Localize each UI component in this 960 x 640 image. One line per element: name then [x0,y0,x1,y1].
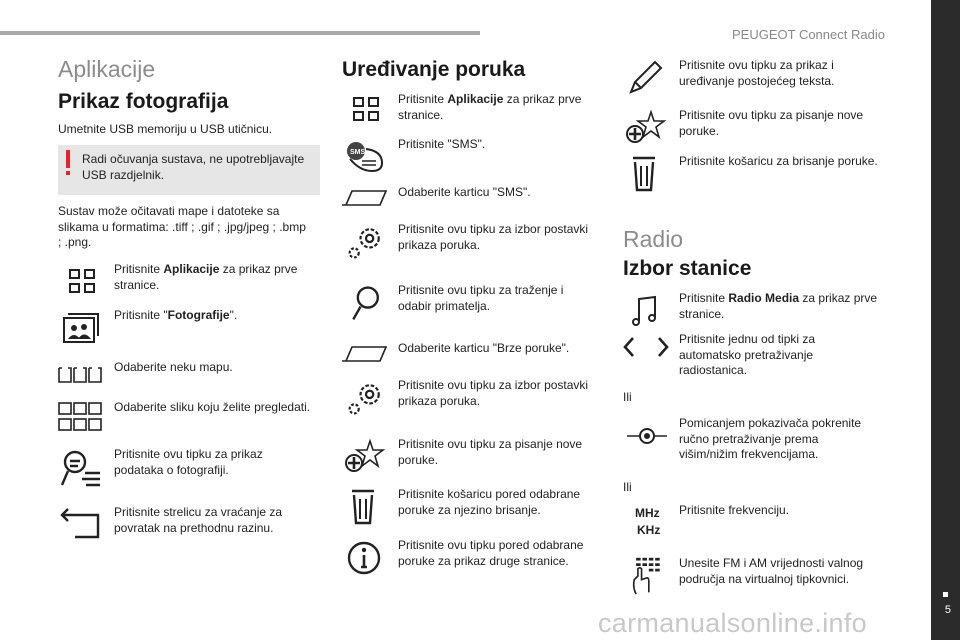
image-grid-icon [58,400,106,440]
photos-icon [58,308,106,348]
item-text: Pritisnite ovu tipku za prikaz i uređivanje postojećeg teksta. [679,58,835,88]
watermark: carmanualsonline.info [598,608,867,638]
item-text: Pritisnite frekvenciju. [679,503,790,517]
title-edit-messages: Uređivanje poruka [342,58,526,81]
or-label: Ili [623,480,632,494]
item-text: Pritisnite ovu tipku za pisanje nove poruke. [679,108,864,138]
warning-icon [66,150,70,168]
khz-label: KHz [637,523,661,537]
item-text: Pritisnite "Fotografije". [114,308,238,322]
item-text: Pritisnite Radio Media za prikaz prve stranice. [679,291,878,321]
item-text: Pritisnite strelicu za vraćanje za povratak na prethodnu razinu. [114,505,283,535]
trash-icon [342,487,390,527]
warning-icon-dot [66,171,70,175]
item-text: Pritisnite ovu tipku za izbor postavki prikaza poruka. [398,222,589,252]
section-title-radio: Radio [623,226,684,252]
back-arrow-icon [58,505,106,545]
subtitle-photos: Prikaz fotografija [58,90,229,113]
search-icon [342,283,390,323]
item-text: Pritisnite ovu tipku za pisanje nove poruke. [398,437,583,467]
search-details-icon [58,447,106,487]
item-text: Odaberite sliku koju želite pregledati. [114,400,311,414]
item-text: Pritisnite Aplikacije za prikaz prve stranice. [398,92,582,122]
keypad-icon [623,556,671,596]
intro-text: Umetnite USB memoriju u USB utičnicu. [58,122,273,136]
sms-icon [342,137,390,177]
new-star-icon [342,437,390,477]
section-title-applications: Aplikacije [58,56,156,82]
page-edge-strip [931,0,960,640]
pencil-icon [623,58,671,98]
item-text: Unesite FM i AM vrijednosti valnog područja na virtualnoj tipkovnici. [679,556,864,586]
page-number: 5 [944,604,951,616]
music-note-icon [623,291,671,331]
chevrons-icon [623,332,671,372]
new-star-icon [623,108,671,148]
tab-icon [342,341,390,381]
tab-icon [342,185,390,225]
mhz-khz-icon [623,503,671,543]
apps-grid-icon [342,92,390,132]
item-text: Pritisnite Aplikacije za prikaz prve stranice. [114,262,298,292]
item-text: Odaberite karticu "Brze poruke". [398,341,570,355]
page-marker [943,592,948,597]
item-text: Odaberite karticu "SMS". [398,185,531,199]
item-text: Pritisnite jednu od tipki za automatsko pretraživanje radiostanica. [679,332,816,377]
or-label: Ili [623,390,632,404]
info-icon [342,538,390,578]
folders-row-icon [58,360,106,400]
apps-grid-icon [58,262,106,302]
subtitle-station-select: Izbor stanice [623,257,752,280]
item-text: Pritisnite ovu tipku za prikaz podataka o fotografiji. [114,447,263,477]
warning-box [58,145,320,195]
item-text: Pomicanjem pokazivača pokrenite ručno pretraživanje prema višim/nižim frekvencijama. [679,416,862,461]
trash-icon [623,154,671,194]
item-text: Pritisnite ovu tipku za izbor postavki prikaza poruka. [398,378,589,408]
item-text: Pritisnite košaricu za brisanje poruke. [679,154,878,168]
item-text: Pritisnite "SMS". [398,137,486,151]
header-rule [0,31,480,35]
mhz-label: MHz [635,506,660,520]
item-text: Pritisnite košaricu pored odabrane poruke za njezino brisanje. [398,487,581,517]
warning-text: Radi očuvanja sustava, ne upotrebljavajte USB razdjelnik. [82,152,305,182]
item-text: Pritisnite ovu tipku za traženje i odabir primatelja. [398,283,564,313]
settings-gears-icon [342,222,390,262]
item-text: Odaberite neku mapu. [114,360,233,374]
format-note: Sustav može očitavati mape i datoteke sa slikama u formatima: .tiff ; .gif ; .jpg/jpeg ; .bmp ; .png. [58,204,306,249]
settings-gears-icon [342,378,390,418]
slider-icon [623,416,671,456]
svg-text:SMS: SMS [350,149,366,156]
brand-label: PEUGEOT Connect Radio [732,27,885,42]
item-text: Pritisnite ovu tipku pored odabrane poruke za prikaz druge stranice. [398,538,584,568]
